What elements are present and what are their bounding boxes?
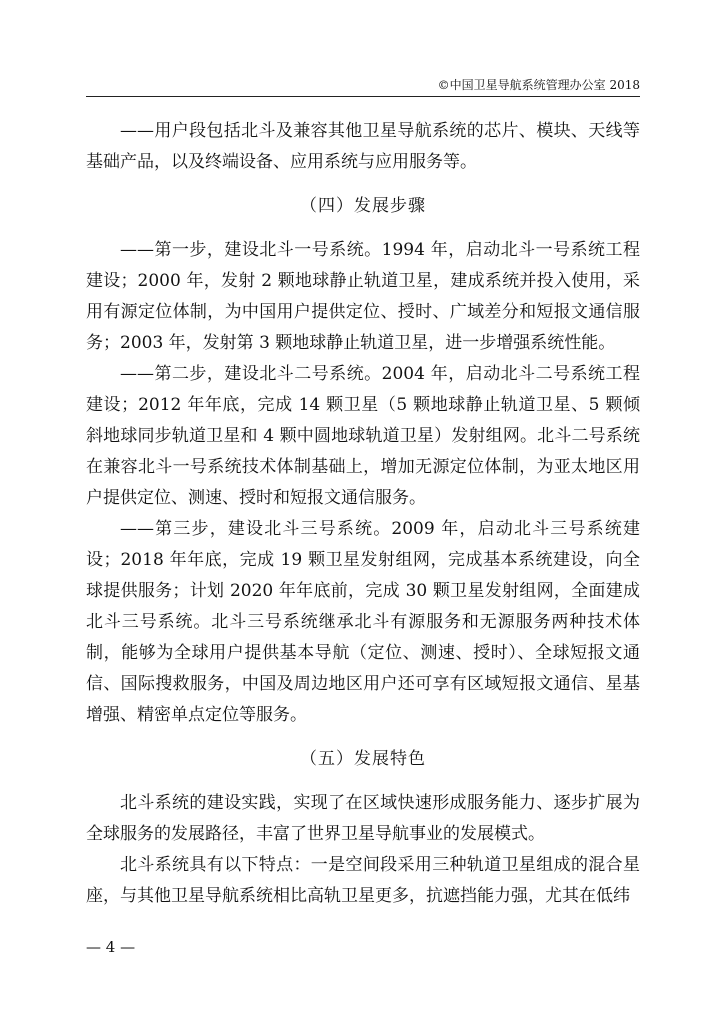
paragraph-step-two: ——第二步，建设北斗二号系统。2004 年，启动北斗二号系统工程建设；2012 年年底，完成 14 颗卫星（5 颗地球静止轨道卫星、5 颗倾斜地球同步轨道卫星和 4 颗中圆地球轨道卫星）发射组网。北斗二号系统在兼容北斗一号系统技术体制基础上，增加无源定位体制，为亚太地区用户提供定位、测速、授时和短报文通信服务。: [86, 364, 640, 508]
page-number: — 4 —: [86, 938, 136, 956]
spacer: [86, 731, 640, 744]
page-header: ©中国卫星导航系统管理办公室 2018: [437, 78, 640, 92]
paragraph-user-segment: ——用户段包括北斗及兼容其他卫星导航系统的芯片、模块、天线等基础产品，以及终端设备、应用系统与应用服务等。: [86, 121, 640, 172]
spacer: [86, 222, 640, 235]
section-heading-development-steps: （四）发展步骤: [300, 196, 426, 216]
section-heading-development-features: （五）发展特色: [300, 749, 426, 769]
spacer: [86, 775, 640, 788]
paragraph-feature-two: 北斗系统具有以下特点：一是空间段采用三种轨道卫星组成的混合星座，与其他卫星导航系统相比高轨卫星更多，抗遮挡能力强，尤其在低纬: [86, 855, 640, 906]
header-divider: [86, 96, 640, 97]
paragraph-feature-one: 北斗系统的建设实践，实现了在区域快速形成服务能力、逐步扩展为全球服务的发展路径，丰富了世界卫星导航事业的发展模式。: [86, 793, 640, 844]
spacer: [86, 178, 640, 191]
paragraph-step-one: ——第一步，建设北斗一号系统。1994 年，启动北斗一号系统工程建设；2000 年，发射 2 颗地球静止轨道卫星，建成系统并投入使用，采用有源定位体制，为中国用户提供定位、授时、广域差分和短报文通信服务；2003 年，发射第 3 颗地球静止轨道卫星，进一步增强系统性能。: [86, 240, 640, 353]
document-body: [86, 116, 640, 912]
paragraph-step-three: ——第三步，建设北斗三号系统。2009 年，启动北斗三号系统建设；2018 年年底，完成 19 颗卫星发射组网，完成基本系统建设，向全球提供服务；计划 2020 年年底前，完成 30 颗卫星发射组网，全面建成北斗三号系统。北斗三号系统继承北斗有源服务和无源服务两种技术体制，能够为全球用户提供基本导航（定位、测速、授时）、全球短报文通信、国际搜救服务，中国及周边地区用户还可享有区域短报文通信、星基增强、精密单点定位等服务。: [86, 519, 640, 725]
